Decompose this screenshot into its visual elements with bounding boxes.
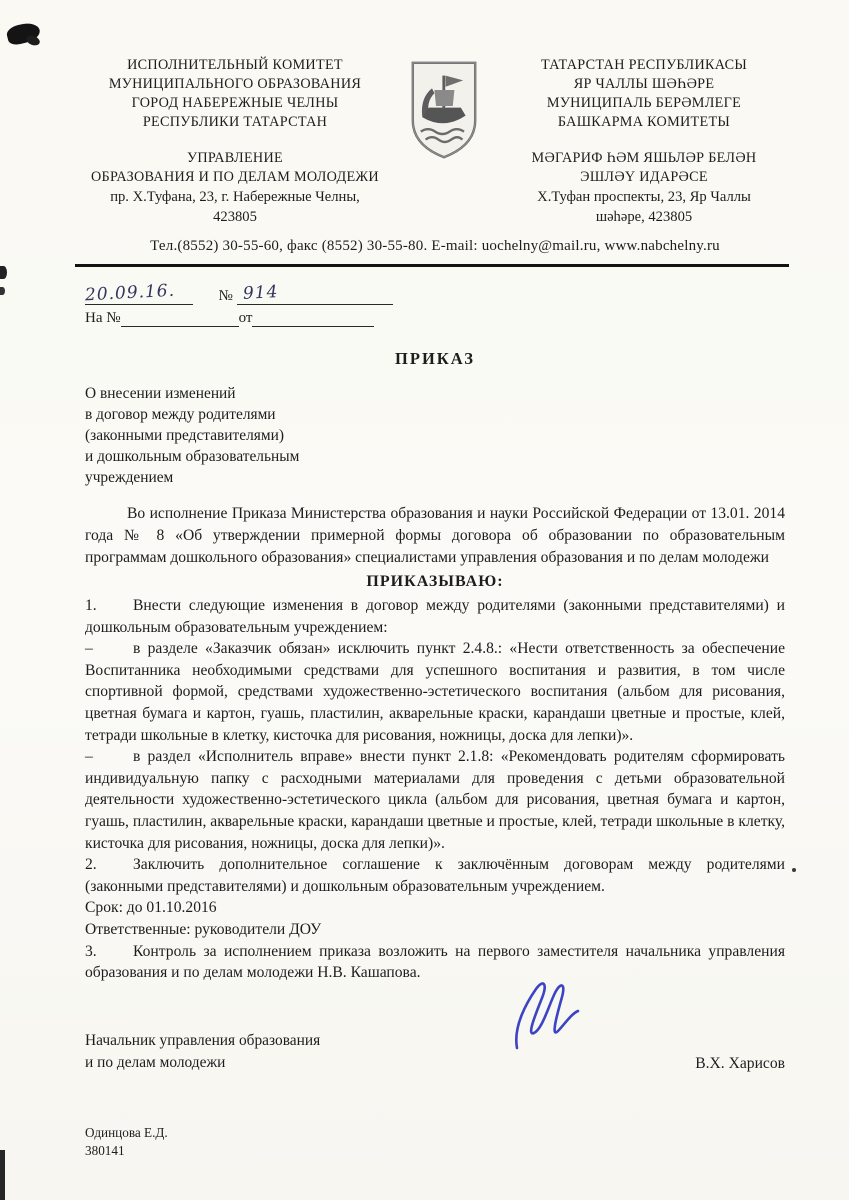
item-marker: 3. — [85, 942, 97, 960]
org-name-line: ЯР ЧАЛЛЫ ШӘҺӘРЕ — [573, 76, 715, 92]
subject-line: в договор между родителями — [85, 406, 276, 423]
handwritten-signature-icon — [503, 972, 595, 1064]
item-text: Ответственные: руководители ДОУ — [85, 920, 322, 938]
department-line: ЭШЛӘҮ ИДАРӘСЕ — [580, 169, 708, 185]
org-name-line: МУНИЦИПАЛЬНОГО ОБРАЗОВАНИЯ — [108, 76, 362, 92]
signatory-position — [85, 1030, 320, 1074]
reply-reference-line — [85, 310, 785, 334]
org-name-line: ГОРОД НАБЕРЕЖНЫЕ ЧЕЛНЫ — [131, 95, 339, 111]
executor-name: Одинцова Е.Д. — [85, 1124, 168, 1140]
department-line: УПРАВЛЕНИЕ — [187, 150, 283, 166]
department-block — [85, 149, 385, 227]
order-item — [85, 595, 785, 638]
order-item — [85, 941, 785, 984]
coat-of-arms-icon — [408, 58, 480, 162]
na-number-label: На № — [85, 310, 121, 326]
address-line: шәһәре, 423805 — [595, 209, 693, 225]
item-marker: 1. — [85, 597, 97, 614]
scan-speck — [792, 868, 796, 872]
order-item — [85, 854, 785, 897]
org-name-line: БАШКАРМА КОМИТЕТЫ — [557, 114, 731, 130]
org-name-line: МУНИЦИПАЛЬ БЕРӘМЛЕГЕ — [546, 95, 742, 111]
org-name-line: ИСПОЛНИТЕЛЬНЫЙ КОМИТЕТ — [127, 57, 343, 73]
scan-edge-mark — [0, 266, 7, 279]
handwritten-date: 20.09.16. — [84, 280, 176, 306]
order-item — [85, 638, 785, 746]
position-line: Начальник управления образования — [85, 1031, 321, 1049]
item-text: Срок: до 01.10.2016 — [85, 899, 217, 917]
department-block — [503, 149, 785, 227]
letterhead-right-tatar — [503, 56, 785, 227]
reply-number-field — [121, 326, 239, 327]
coat-of-arms — [385, 56, 503, 227]
scan-edge-mark — [0, 287, 5, 295]
date-number-line — [84, 280, 785, 310]
number-sign-label: № — [218, 288, 233, 304]
scan-blot — [25, 34, 41, 47]
contact-line: Тел.(8552) 30-55-60, факс (8552) 30-55-80. E-mail: uochelny@mail.ru, www.nabchelny.ru — [150, 238, 720, 254]
order-items — [85, 595, 785, 984]
letterhead-divider — [75, 264, 789, 267]
order-word: ПРИКАЗЫВАЮ: — [366, 573, 504, 590]
ot-label: от — [238, 310, 253, 326]
address-line: 423805 — [213, 209, 257, 225]
item-text: в разделе «Заказчик обязан» исключить пункт 2.4.8.: «Нести ответственность за обеспечение Воспитанника необходимыми средствами для успешного воспитания и развития, в том числе спортивной формой, средствами художественно-эстетического воспитания (альбом для рисования, цветная бумага и картон, гуашь, пластилин, акварельные краски, карандаши цветные и простые, клей, тетради школьные в клетку, кисточка для рисования, ножницы, доска для лепки)». — [85, 640, 785, 744]
address-line: пр. Х.Туфана, 23, г. Набережные Челны, — [110, 189, 360, 205]
signature-block — [85, 1030, 785, 1074]
subject-block — [85, 383, 785, 488]
reference-block — [84, 280, 785, 334]
executor-footer — [85, 1124, 785, 1160]
order-item — [85, 897, 785, 919]
department-line: ОБРАЗОВАНИЯ И ПО ДЕЛАМ МОЛОДЕЖИ — [91, 169, 379, 185]
item-text: в раздел «Исполнитель вправе» внести пункт 2.1.8: «Рекомендовать родителям сформировать индивидуальную папку с расходными материалами для проведения с детьми образовательной деятельности художественно-эстетического цикла (альбом для рисования, цветная бумага и картон, гуашь, пластилин, акварельные краски, карандаши цветные и простые, клей, тетради школьные в клетку, кисточка для рисования, ножницы, доска для лепки)». — [85, 748, 785, 852]
department-line: МӘГАРИФ ҺӘМ ЯШЬЛӘР БЕЛӘН — [531, 150, 757, 166]
document-title: ПРИКАЗ — [395, 349, 475, 368]
item-marker: 2. — [85, 856, 97, 874]
subject-line: (законными представителями) — [85, 427, 284, 444]
executor-phone: 380141 — [85, 1142, 125, 1158]
preamble-paragraph: Во исполнение Приказа Министерства образования и науки Российской Федерации от 13.01. 2014 года № 8 «Об утверждении примерной формы договора об образовании по образовательным программам дошкольного образования» специалистами управления образования и по делам молодежи — [85, 505, 785, 566]
reply-date-field — [252, 326, 374, 327]
subject-line: учреждением — [85, 469, 174, 486]
number-field — [237, 284, 393, 305]
handwritten-number: 914 — [242, 282, 279, 304]
item-text: Внести следующие изменения в договор между родителями (законными представителями) и дошкольным образовательным учреждением: — [85, 597, 785, 636]
order-item — [85, 919, 785, 941]
item-text: Заключить дополнительное соглашение к заключённым договорам между родителями (законными представителями) и дошкольным образовательным учреждением. — [85, 856, 785, 895]
letterhead-left-russian — [85, 56, 385, 227]
org-name-line: ТАТАРСТАН РЕСПУБЛИКАСЫ — [540, 57, 748, 73]
subject-line: О внесении изменений — [85, 385, 236, 402]
item-marker: – — [85, 748, 93, 766]
signatory-name: В.Х. Харисов — [695, 1054, 785, 1072]
date-field — [84, 280, 193, 306]
org-name-line: РЕСПУБЛИКИ ТАТАРСТАН — [142, 114, 328, 130]
scan-edge-mark — [0, 1150, 5, 1200]
item-marker: – — [85, 640, 93, 658]
position-line: и по делам молодежи — [85, 1053, 226, 1071]
letterhead — [85, 56, 785, 227]
address-line: Х.Туфан проспекты, 23, Яр Чаллы — [537, 189, 751, 205]
order-item — [85, 746, 785, 854]
item-text: Контроль за исполнением приказа возложить на первого заместителя начальника управления образования и по делам молодежи Н.В. Кашапова. — [85, 942, 785, 982]
subject-line: и дошкольным образовательным — [85, 448, 300, 465]
